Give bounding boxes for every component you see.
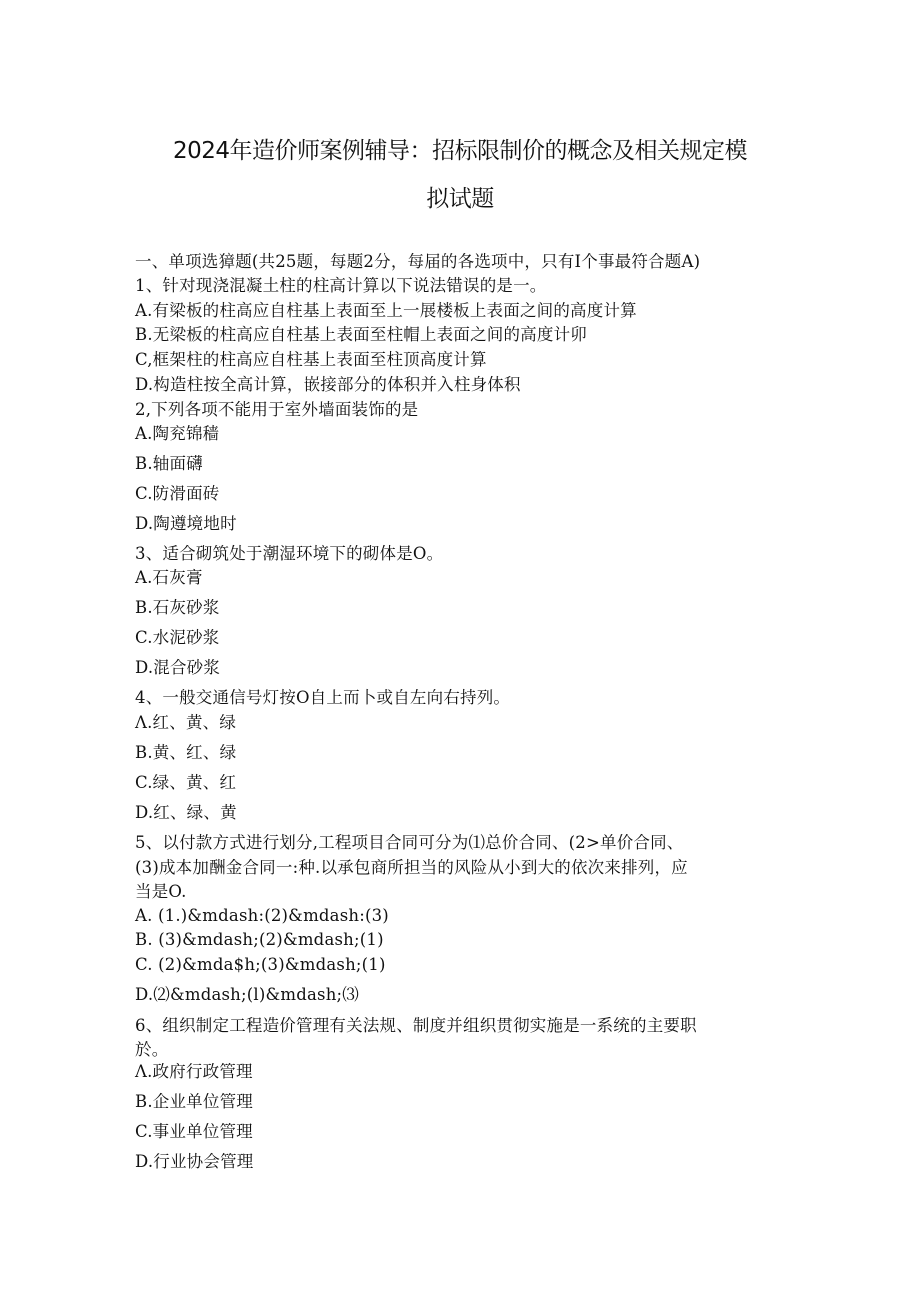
answer-option: A.有梁板的柱高应自柱基上表面至上一展楼板上表面之间的高度计算 <box>135 301 637 320</box>
answer-option: D.红、绿、黄 <box>135 803 237 822</box>
question-stem-continued: 於。 <box>135 1040 169 1059</box>
answer-option: B. (3)&mdash;(2)&mdash;(1) <box>135 930 384 949</box>
question-stem: 1、针对现浇混凝土柱的柱高计算以下说法错误的是一。 <box>135 276 547 295</box>
question-stem: 4、一般交通信号灯按O自上而卜或自左向右持列。 <box>135 688 511 707</box>
answer-option: Λ.红、黄、绿 <box>135 713 237 732</box>
answer-option: B.黄、红、绿 <box>135 743 237 762</box>
question-stem: 2,下列各项不能用于室外墙面装饰的是 <box>135 400 419 419</box>
answer-option: D.构造柱按全高计算，嵌接部分的体积并入柱身体积 <box>135 375 521 394</box>
question-stem-continued: (3)成本加酬金合同一:种.以承包商所担当的风险从小到大的依次来排列，应 <box>135 858 688 877</box>
answer-option: D.陶遵境地时 <box>135 514 237 533</box>
answer-option: C.事业单位管理 <box>135 1122 253 1141</box>
answer-option: C.水泥砂浆 <box>135 628 220 647</box>
answer-option: D.⑵&mdash;(l)&mdash;⑶ <box>135 985 360 1004</box>
answer-option: A.石灰膏 <box>135 568 203 587</box>
question-stem: 5、以付款方式进行划分,工程项目合同可分为⑴总价合同、(2>单价合同、 <box>135 833 684 852</box>
document-title-line-1: 2024年造价师案例辅导：招标限制价的概念及相关规定模 <box>172 138 748 164</box>
answer-option: C.绿、黄、红 <box>135 773 237 792</box>
document-title-line-2: 拟试题 <box>426 186 494 212</box>
question-stem: 3、适合砌筑处于潮湿环境下的砌体是O。 <box>135 544 444 563</box>
answer-option: B.无梁板的柱高应自柱基上表面至柱帽上表面之间的高度计卯 <box>135 325 587 344</box>
answer-option: D.行业协会管理 <box>135 1152 254 1171</box>
answer-option: C. (2)&mda$h;(3)&mdash;(1) <box>135 955 386 974</box>
answer-option: B.石灰砂浆 <box>135 598 220 617</box>
section-heading: 一、单项选獐题(共25题，每题2分，每届的各选项中，只有I个事最符合题A) <box>135 252 701 271</box>
question-stem-continued: 当是O. <box>135 882 187 901</box>
answer-option: B.企业单位管理 <box>135 1092 253 1111</box>
question-stem: 6、组织制定工程造价管理有关法规、制度并组织贯彻实施是一系统的主要职 <box>135 1016 697 1035</box>
answer-option: C.防滑面砖 <box>135 484 220 503</box>
answer-option: A. (1.)&mdash:(2)&mdash:(3) <box>135 906 389 925</box>
answer-option: B.轴面礴 <box>135 454 203 473</box>
answer-option: Λ.政府行政管理 <box>135 1062 253 1081</box>
answer-option: A.陶兖锦穑 <box>135 424 220 443</box>
answer-option: D.混合砂浆 <box>135 658 221 677</box>
answer-option: C,框架柱的柱高应自柱基上表面至柱顶高度计算 <box>135 350 487 369</box>
